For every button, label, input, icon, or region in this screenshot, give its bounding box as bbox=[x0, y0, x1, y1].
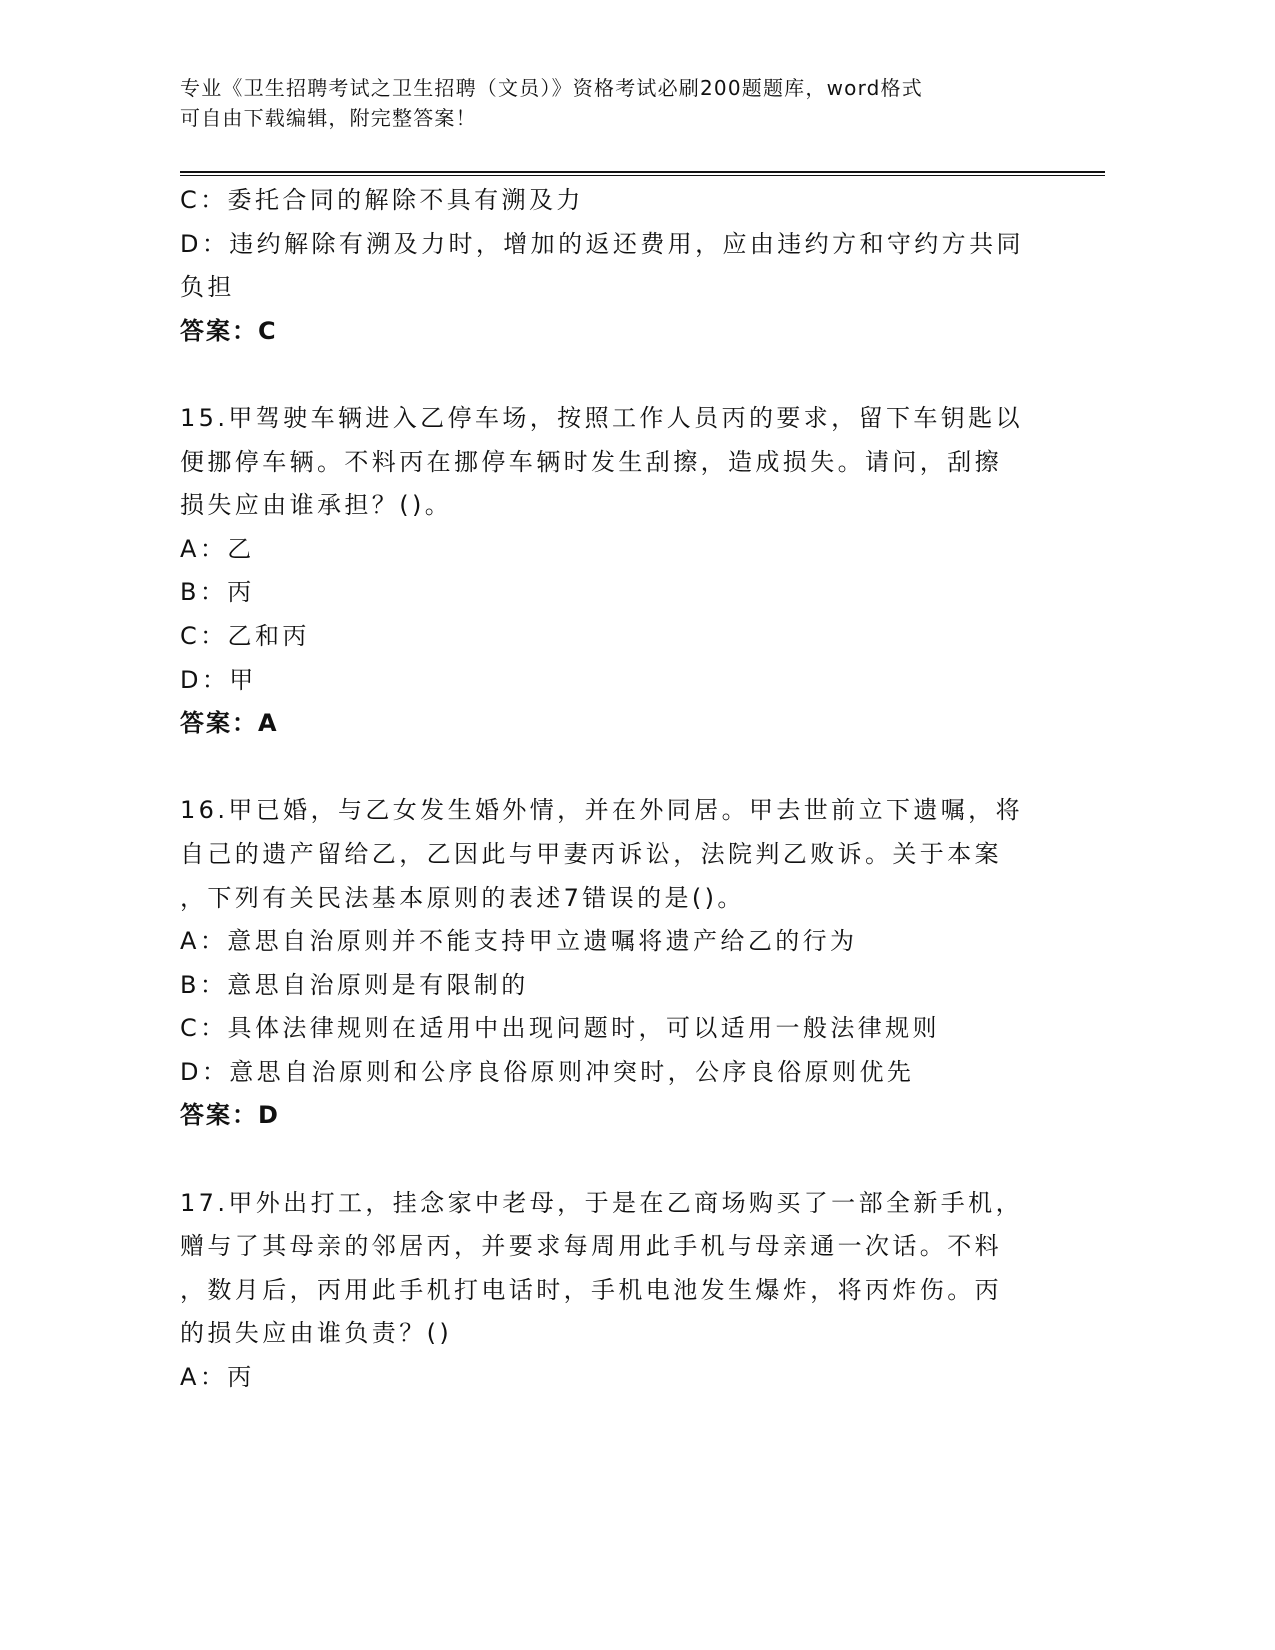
option: C：具体法律规则在适用中出现问题时，可以适用一般法律规则 bbox=[180, 1014, 940, 1043]
option: B：意思自治原则是有限制的 bbox=[180, 970, 529, 999]
question-stem: ，数月后，丙用此手机打电话时，手机电池发生爆炸，将丙炸伤。丙 bbox=[180, 1275, 1002, 1304]
question-stem: 便挪停车辆。不料丙在挪停车辆时发生刮擦，造成损失。请问，刮擦 bbox=[180, 447, 1002, 476]
question-stem: 自己的遗产留给乙，乙因此与甲妻丙诉讼，法院判乙败诉。关于本案 bbox=[180, 839, 1002, 868]
answer: 答案：D bbox=[180, 1101, 280, 1130]
header-line: 专业《卫生招聘考试之卫生招聘（文员）》资格考试必刷200题题库，word格式 bbox=[180, 76, 923, 100]
option: C：委托合同的解除不具有溯及力 bbox=[180, 186, 584, 214]
option: A：丙 bbox=[180, 1363, 255, 1392]
header-divider bbox=[180, 175, 1105, 176]
option: A：意思自治原则并不能支持甲立遗嘱将遗产给乙的行为 bbox=[180, 927, 858, 956]
header-divider bbox=[180, 171, 1105, 173]
option: D：意思自治原则和公序良俗原则冲突时，公序良俗原则优先 bbox=[180, 1057, 915, 1086]
question-stem: 16.甲已婚，与乙女发生婚外情，并在外同居。甲去世前立下遗嘱，将 bbox=[180, 796, 1023, 825]
answer: 答案：C bbox=[180, 316, 278, 345]
option: D：违约解除有溯及力时，增加的返还费用，应由违约方和守约方共同 bbox=[180, 229, 1024, 258]
option: B：丙 bbox=[180, 578, 255, 607]
document-body bbox=[180, 179, 1060, 1400]
question-stem: ，下列有关民法基本原则的表述7错误的是()。 bbox=[180, 883, 745, 912]
option: D：甲 bbox=[180, 665, 257, 694]
header-line: 可自由下载编辑，附完整答案！ bbox=[180, 106, 477, 130]
option: 负担 bbox=[180, 273, 235, 302]
question-stem: 赠与了其母亲的邻居丙，并要求每周用此手机与母亲通一次话。不料 bbox=[180, 1232, 1002, 1261]
document-header bbox=[180, 73, 1110, 133]
answer: 答案：A bbox=[180, 709, 279, 738]
option: C：乙和丙 bbox=[180, 621, 310, 650]
question-stem: 的损失应由谁负责？() bbox=[180, 1319, 453, 1348]
question-stem: 17.甲外出打工，挂念家中老母，于是在乙商场购买了一部全新手机， bbox=[180, 1188, 1023, 1217]
question-stem: 15.甲驾驶车辆进入乙停车场，按照工作人员丙的要求，留下车钥匙以 bbox=[180, 403, 1023, 432]
question-stem: 损失应由谁承担？()。 bbox=[180, 491, 453, 520]
option: A：乙 bbox=[180, 534, 255, 563]
